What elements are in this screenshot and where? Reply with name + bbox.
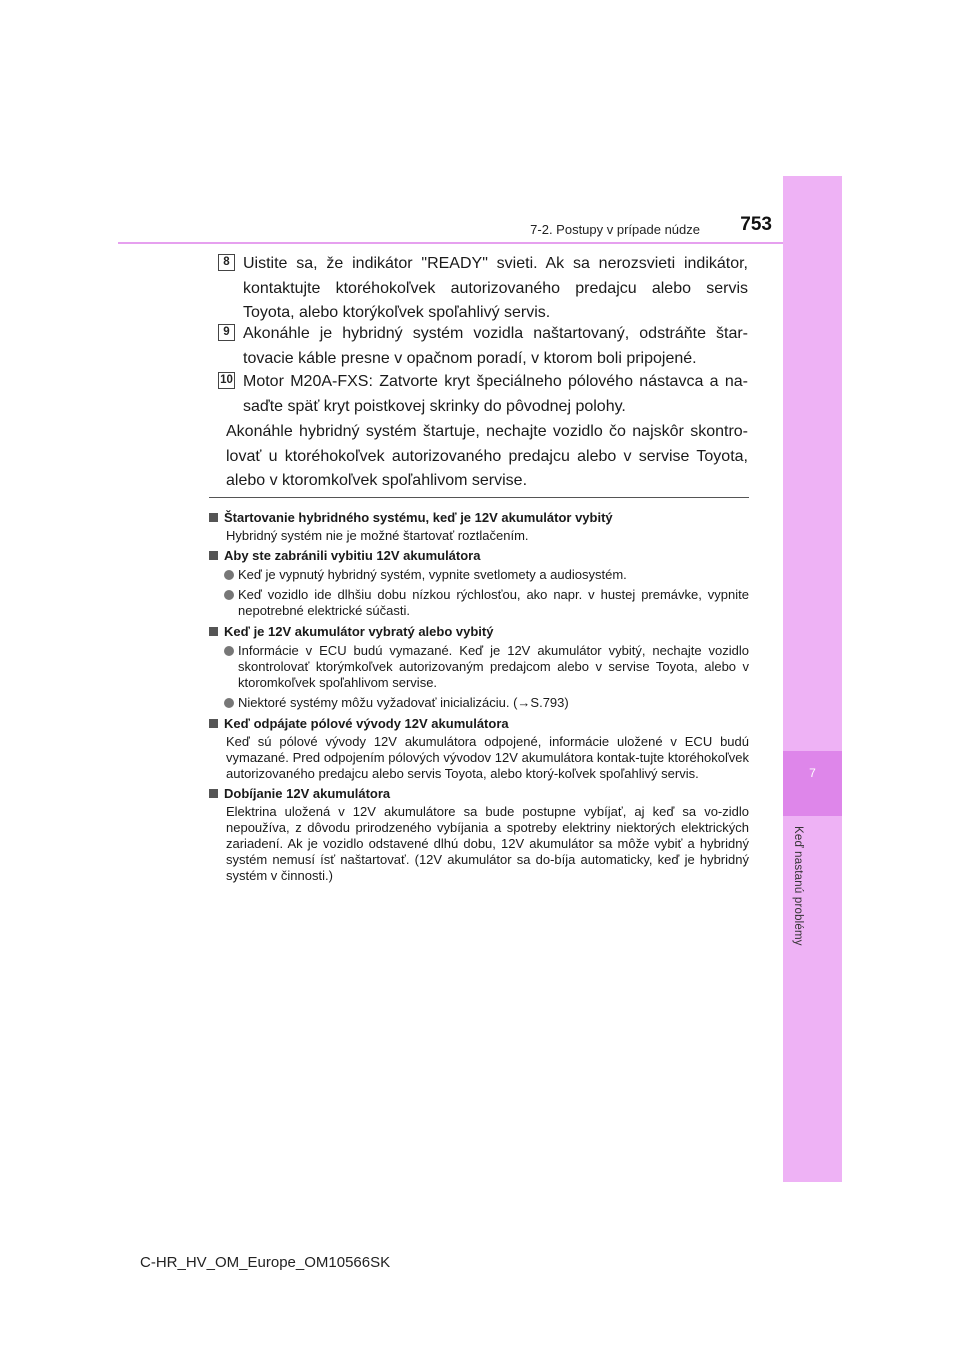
note-heading-text: Keď odpájate pólové vývody 12V akumulátora <box>224 716 509 731</box>
step-text: Akonáhle je hybridný systém vozidla naštartovaný, odstráňte štar-tovacie káble presne v opačnom poradí, v ktorom boli pripojené. <box>243 325 748 367</box>
note-text: Hybridný systém nie je možné štartovať roztlačením. <box>226 528 529 543</box>
note-heading <box>209 715 749 732</box>
note-bullet-text: Keď je vypnutý hybridný systém, vypnite svetlomety a audiosystém. <box>238 567 627 582</box>
square-bullet-icon <box>209 513 218 522</box>
note-bullet <box>209 587 749 619</box>
note-bullet <box>209 643 749 691</box>
square-bullet-icon <box>209 551 218 560</box>
step-number-badge: 10 <box>218 372 235 389</box>
round-bullet-icon <box>224 590 234 600</box>
note-heading-text: Keď je 12V akumulátor vybratý alebo vybitý <box>224 624 494 639</box>
note-bullet-text: Niektoré systémy môžu vyžadovať inicializáciu. (→S.793) <box>238 695 569 710</box>
document-code: C-HR_HV_OM_Europe_OM10566SK <box>140 1254 391 1271</box>
note-text: Elektrina uložená v 12V akumulátore sa bude postupne vybíjať, aj keď sa vo-zidlo nepoužíva, z dôvodu prirodzeného vybíjania a spotreby elektriny niektorých elektrických zariadení. Ak je vozidlo odstavené dlhú dobu, 12V akumulátor sa môže vybiť a hybridný systém nemusí ísť naštartovať. (12V akumulátor sa do-bíja automaticky, keď je hybridný systém v činnosti.) <box>226 804 749 883</box>
closing-paragraph: Akonáhle hybridný systém štartuje, nechajte vozidlo čo najskôr skontro-lovať u ktoréhokoľvek autorizovaného predajcu alebo v servise Toyota, alebo v ktoromkoľvek spoľahlivom servise. <box>226 423 748 489</box>
note-heading <box>209 785 749 802</box>
note-heading-text: Aby ste zabránili vybitiu 12V akumulátora <box>224 548 481 563</box>
note-heading <box>209 547 749 564</box>
page-number: 753 <box>740 214 772 235</box>
step-number-badge: 9 <box>218 324 235 341</box>
note-bullet-text: Keď vozidlo ide dlhšiu dobu nízkou rýchlosťou, ako napr. v hustej premávke, vypnite nepotrebné elektrické súčasti. <box>238 587 749 618</box>
section-divider <box>209 497 749 498</box>
note-heading-text: Štartovanie hybridného systému, keď je 12V akumulátor vybitý <box>224 510 613 525</box>
header-rule <box>118 242 783 244</box>
step-text: Motor M20A-FXS: Zatvorte kryt špeciálneho pólového nástavca a na-saďte späť kryt poistkovej skrinky do pôvodnej polohy. <box>243 373 748 415</box>
note-bullet <box>209 695 749 711</box>
note-bullet <box>209 567 749 583</box>
chapter-number: 7 <box>809 766 816 780</box>
chapter-side-tab <box>783 176 842 1182</box>
round-bullet-icon <box>224 646 234 656</box>
notes-section <box>209 506 749 886</box>
chapter-title: Keď nastanú problémy <box>792 826 804 946</box>
chapter-number-block <box>783 751 842 816</box>
note-heading <box>209 509 749 526</box>
step-number-badge: 8 <box>218 254 235 271</box>
round-bullet-icon <box>224 570 234 580</box>
step-text: Uistite sa, že indikátor "READY" svieti. Ak sa nerozsvieti indikátor, kontaktujte ktoréhokoľvek autorizovaného predajcu alebo servis Toyota, alebo ktorýkoľvek spoľahlivý servis. <box>243 255 748 321</box>
round-bullet-icon <box>224 698 234 708</box>
note-bullet-text: Informácie v ECU budú vymazané. Keď je 12V akumulátor vybitý, nechajte vozidlo skontrolovať ktorýmkoľvek autorizovaným predajcom alebo v servise Toyota, alebo v ktoromkoľvek spoľahlivom servise. <box>238 643 749 690</box>
square-bullet-icon <box>209 719 218 728</box>
square-bullet-icon <box>209 789 218 798</box>
section-title: 7-2. Postupy v prípade núdze <box>530 222 700 237</box>
note-heading <box>209 623 749 640</box>
square-bullet-icon <box>209 627 218 636</box>
note-heading-text: Dobíjanie 12V akumulátora <box>224 786 391 801</box>
note-text: Keď sú pólové vývody 12V akumulátora odpojené, informácie uložené v ECU budú vymazané. Pred odpojením pólových vývodov 12V akumulátora kontak-tujte ktoréhokoľvek autorizovaného predajcu alebo servis Toyota, alebo ktorý-koľvek spoľahlivý servis. <box>226 734 749 781</box>
